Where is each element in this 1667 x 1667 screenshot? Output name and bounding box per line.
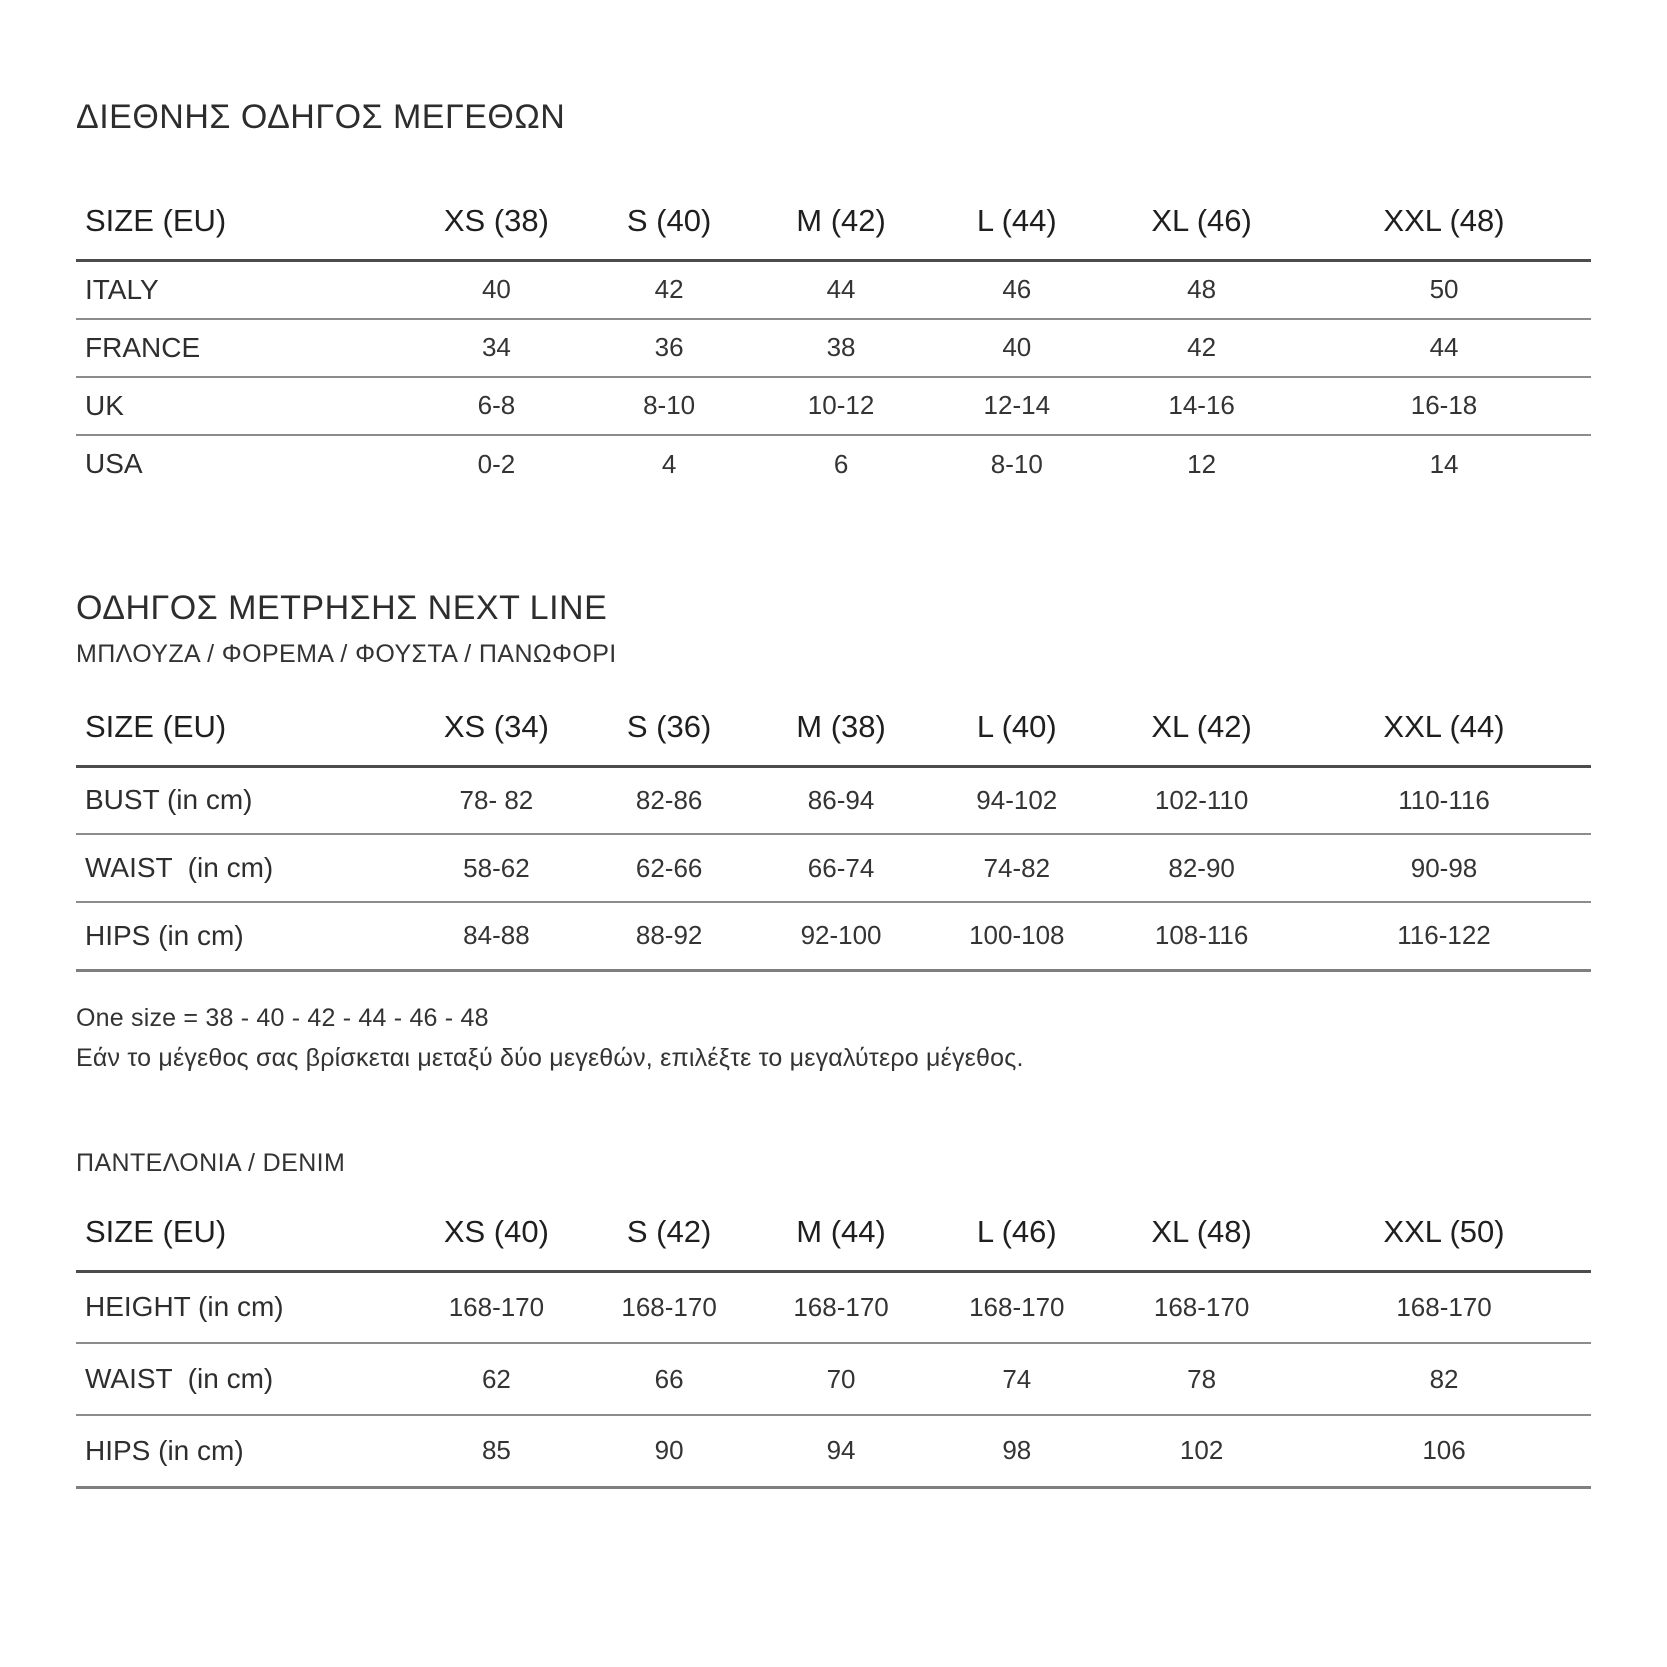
- column-header: XL (48): [1106, 1204, 1297, 1272]
- between-sizes-note: Εάν το μέγεθος σας βρίσκεται μεταξύ δύο μεγεθών, επιλέξτε το μεγαλύτερο μέγεθος.: [76, 1044, 1024, 1073]
- table-cell: 8-10: [584, 377, 755, 435]
- table-cell: 8-10: [990, 448, 1043, 479]
- table-cell: 62-66: [584, 834, 755, 902]
- table-row: [76, 1343, 1591, 1415]
- table-cell: 10-12: [755, 377, 928, 435]
- table-cell: 12-14: [927, 377, 1106, 435]
- table-cell: 98: [927, 1415, 1106, 1487]
- international-size-guide-title: ΔΙΕΘΝΗΣ ΟΔΗΓΟΣ ΜΕΓΕΘΩΝ: [76, 98, 566, 136]
- table-cell: 82-90: [1106, 834, 1297, 902]
- international-size-table: [76, 193, 1591, 493]
- row-label: ITALY: [76, 261, 409, 319]
- table-cell: 38: [755, 319, 928, 377]
- table-row: [76, 319, 1591, 377]
- table-cell: 12: [1187, 448, 1217, 479]
- table-cell: 90: [584, 1415, 755, 1487]
- measurement-guide-subtitle: ΜΠΛΟΥΖΑ / ΦΟΡΕΜΑ / ΦΟΥΣΤΑ / ΠΑΝΩΦΟΡΙ: [76, 639, 617, 668]
- table-cell: 66-74: [755, 834, 928, 902]
- table-row: [76, 766, 1591, 834]
- column-header: L (44): [927, 193, 1106, 261]
- pants-denim-title: ΠΑΝΤΕΛΟΝΙΑ / DENIM: [76, 1148, 346, 1177]
- table-cell: 168-170: [1297, 1271, 1591, 1343]
- table-cell: 36: [584, 319, 755, 377]
- table-cell: 0-2: [477, 448, 516, 479]
- table-cell: 58-62: [409, 834, 583, 902]
- column-header: XL (42): [1106, 699, 1297, 767]
- table-cell: 42: [584, 261, 755, 319]
- column-header: L (46): [927, 1204, 1106, 1272]
- table-cell: 14-16: [1106, 377, 1297, 435]
- table-cell: 90-98: [1297, 834, 1591, 902]
- table-cell: 92-100: [755, 902, 928, 970]
- row-label: HIPS (in cm): [76, 902, 409, 970]
- table-cell: 88-92: [584, 902, 755, 970]
- column-header: SIZE (EU): [76, 1204, 409, 1272]
- table-cell: 110-116: [1297, 766, 1591, 834]
- table-cell: 106: [1297, 1415, 1591, 1487]
- table-cell: 100-108: [927, 902, 1106, 970]
- table-cell: 40: [927, 319, 1106, 377]
- table-row: [76, 261, 1591, 319]
- table-cell: 70: [755, 1343, 928, 1415]
- table-cell: 168-170: [409, 1271, 583, 1343]
- table-cell: 66: [584, 1343, 755, 1415]
- table-cell: 86-94: [755, 766, 928, 834]
- row-label: WAIST (in cm): [76, 1343, 409, 1415]
- table-cell: 78: [1106, 1343, 1297, 1415]
- column-header: XXL (50): [1297, 1204, 1591, 1272]
- column-header: L (40): [927, 699, 1106, 767]
- table-cell: 6: [833, 448, 849, 479]
- column-header: XS (38): [409, 193, 583, 261]
- column-header: S (36): [584, 699, 755, 767]
- header-row: [76, 1204, 1591, 1272]
- column-header: XXL (44): [1297, 699, 1591, 767]
- pants-measurement-table: [76, 1204, 1591, 1489]
- column-header: M (42): [755, 193, 928, 261]
- table-row: [76, 1415, 1591, 1487]
- size-notes: [76, 998, 1591, 1079]
- column-header: XS (40): [409, 1204, 583, 1272]
- table-cell: 46: [927, 261, 1106, 319]
- table-cell: 102-110: [1106, 766, 1297, 834]
- table-cell: 168-170: [584, 1271, 755, 1343]
- header-row: [76, 193, 1591, 261]
- table-cell: 116-122: [1297, 902, 1591, 970]
- table-cell: 168-170: [1106, 1271, 1297, 1343]
- measurement-guide-title: ΟΔΗΓΟΣ ΜΕΤΡΗΣΗΣ NEXT LINE: [76, 588, 608, 627]
- column-header: S (42): [584, 1204, 755, 1272]
- row-label: USA: [85, 448, 143, 480]
- table-cell: 108-116: [1106, 902, 1297, 970]
- table-cell: 74: [927, 1343, 1106, 1415]
- column-header: SIZE (EU): [76, 699, 409, 767]
- one-size-note: One size = 38 - 40 - 42 - 44 - 46 - 48: [76, 1003, 489, 1032]
- column-header: SIZE (EU): [76, 193, 409, 261]
- table-cell: 34: [409, 319, 583, 377]
- table-row: [76, 1271, 1591, 1343]
- row-label: BUST (in cm): [76, 766, 409, 834]
- table-cell: 102: [1106, 1415, 1297, 1487]
- table-cell: 44: [755, 261, 928, 319]
- header-row: [76, 699, 1591, 767]
- table-cell: 168-170: [927, 1271, 1106, 1343]
- table-cell: 94-102: [927, 766, 1106, 834]
- table-cell: 6-8: [409, 377, 583, 435]
- table-row: [76, 902, 1591, 970]
- row-label: WAIST (in cm): [76, 834, 409, 902]
- table-cell: 74-82: [927, 834, 1106, 902]
- table-cell: 50: [1297, 261, 1591, 319]
- table-cell: 62: [409, 1343, 583, 1415]
- table-cell: 42: [1106, 319, 1297, 377]
- table-cell: 4: [661, 448, 677, 479]
- column-header: XS (34): [409, 699, 583, 767]
- table-cell: 78- 82: [409, 766, 583, 834]
- table-cell: 84-88: [409, 902, 583, 970]
- column-header: XL (46): [1106, 193, 1297, 261]
- table-row: [76, 834, 1591, 902]
- table-cell: 168-170: [755, 1271, 928, 1343]
- table-cell: 44: [1297, 319, 1591, 377]
- column-header: M (44): [755, 1204, 928, 1272]
- table-cell: 94: [755, 1415, 928, 1487]
- row-label: UK: [76, 377, 409, 435]
- row-label: HEIGHT (in cm): [76, 1271, 409, 1343]
- row-label: FRANCE: [76, 319, 409, 377]
- table-row: [76, 377, 1591, 435]
- table-cell: 85: [409, 1415, 583, 1487]
- table-cell: 82-86: [584, 766, 755, 834]
- table-cell: 16-18: [1297, 377, 1591, 435]
- column-header: M (38): [755, 699, 928, 767]
- table-cell: 14: [1429, 448, 1459, 479]
- table-cell: 40: [409, 261, 583, 319]
- column-header: XXL (48): [1297, 193, 1591, 261]
- table-row: [76, 435, 1591, 493]
- table-cell: 48: [1106, 261, 1297, 319]
- tops-measurement-table: [76, 699, 1591, 972]
- table-cell: 82: [1297, 1343, 1591, 1415]
- row-label: HIPS (in cm): [76, 1415, 409, 1487]
- column-header: S (40): [584, 193, 755, 261]
